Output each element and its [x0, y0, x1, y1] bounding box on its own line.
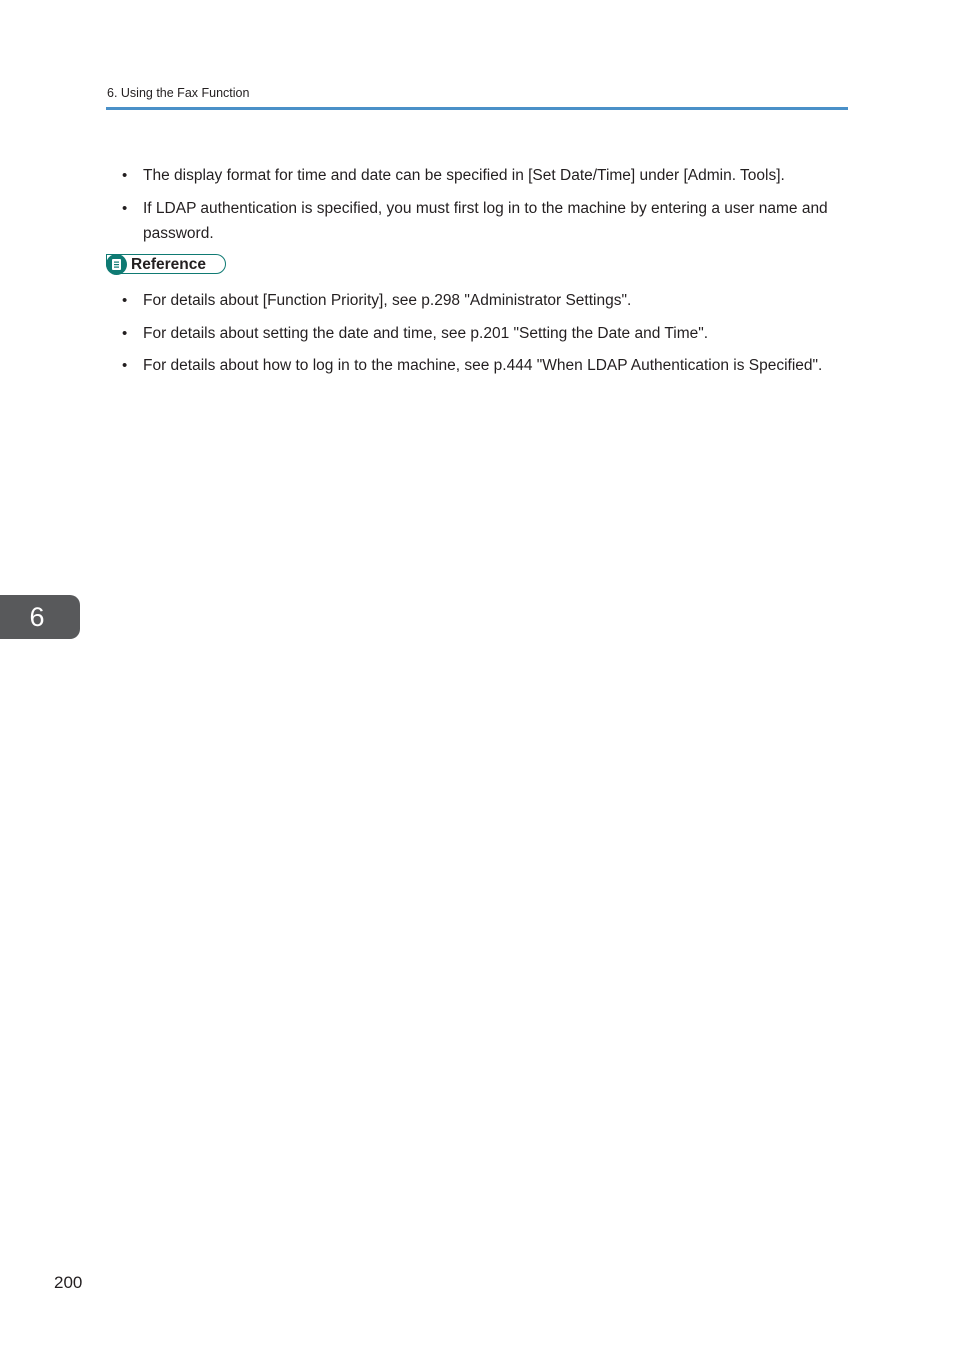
- list-item-text: The display format for time and date can be specified in [Set Date/Time] under [Admin. Tools].: [143, 167, 785, 184]
- bullet-icon: •: [122, 357, 128, 374]
- header-rule: [106, 107, 848, 110]
- chapter-tab: [0, 595, 80, 639]
- list-item-text: If LDAP authentication is specified, you must first log in to the machine by entering a user name and password.: [143, 199, 828, 242]
- reference-label: Reference: [131, 256, 206, 273]
- chapter-number: 6: [29, 602, 45, 632]
- bullet-icon: •: [122, 292, 128, 309]
- list-item-text: For details about [Function Priority], see p.298 "Administrator Settings".: [143, 292, 632, 309]
- reference-heading: [106, 254, 226, 274]
- reference-list: [106, 288, 848, 386]
- note-list: [106, 163, 848, 253]
- reference-page-icon: [106, 254, 127, 275]
- list-item: [106, 321, 848, 346]
- list-item: [106, 196, 848, 246]
- list-item: [106, 353, 848, 378]
- bullet-icon: •: [122, 167, 128, 184]
- list-item: [106, 163, 848, 188]
- list-item-text: For details about how to log in to the machine, see p.444 "When LDAP Authentication is Specified".: [143, 357, 823, 374]
- list-item-text: For details about setting the date and time, see p.201 "Setting the Date and Time".: [143, 324, 709, 342]
- list-item: [106, 288, 848, 313]
- bullet-icon: •: [122, 199, 128, 217]
- running-header-title: 6. Using the Fax Function: [107, 86, 250, 100]
- bullet-icon: •: [122, 324, 128, 342]
- page-number: 200: [54, 1273, 83, 1292]
